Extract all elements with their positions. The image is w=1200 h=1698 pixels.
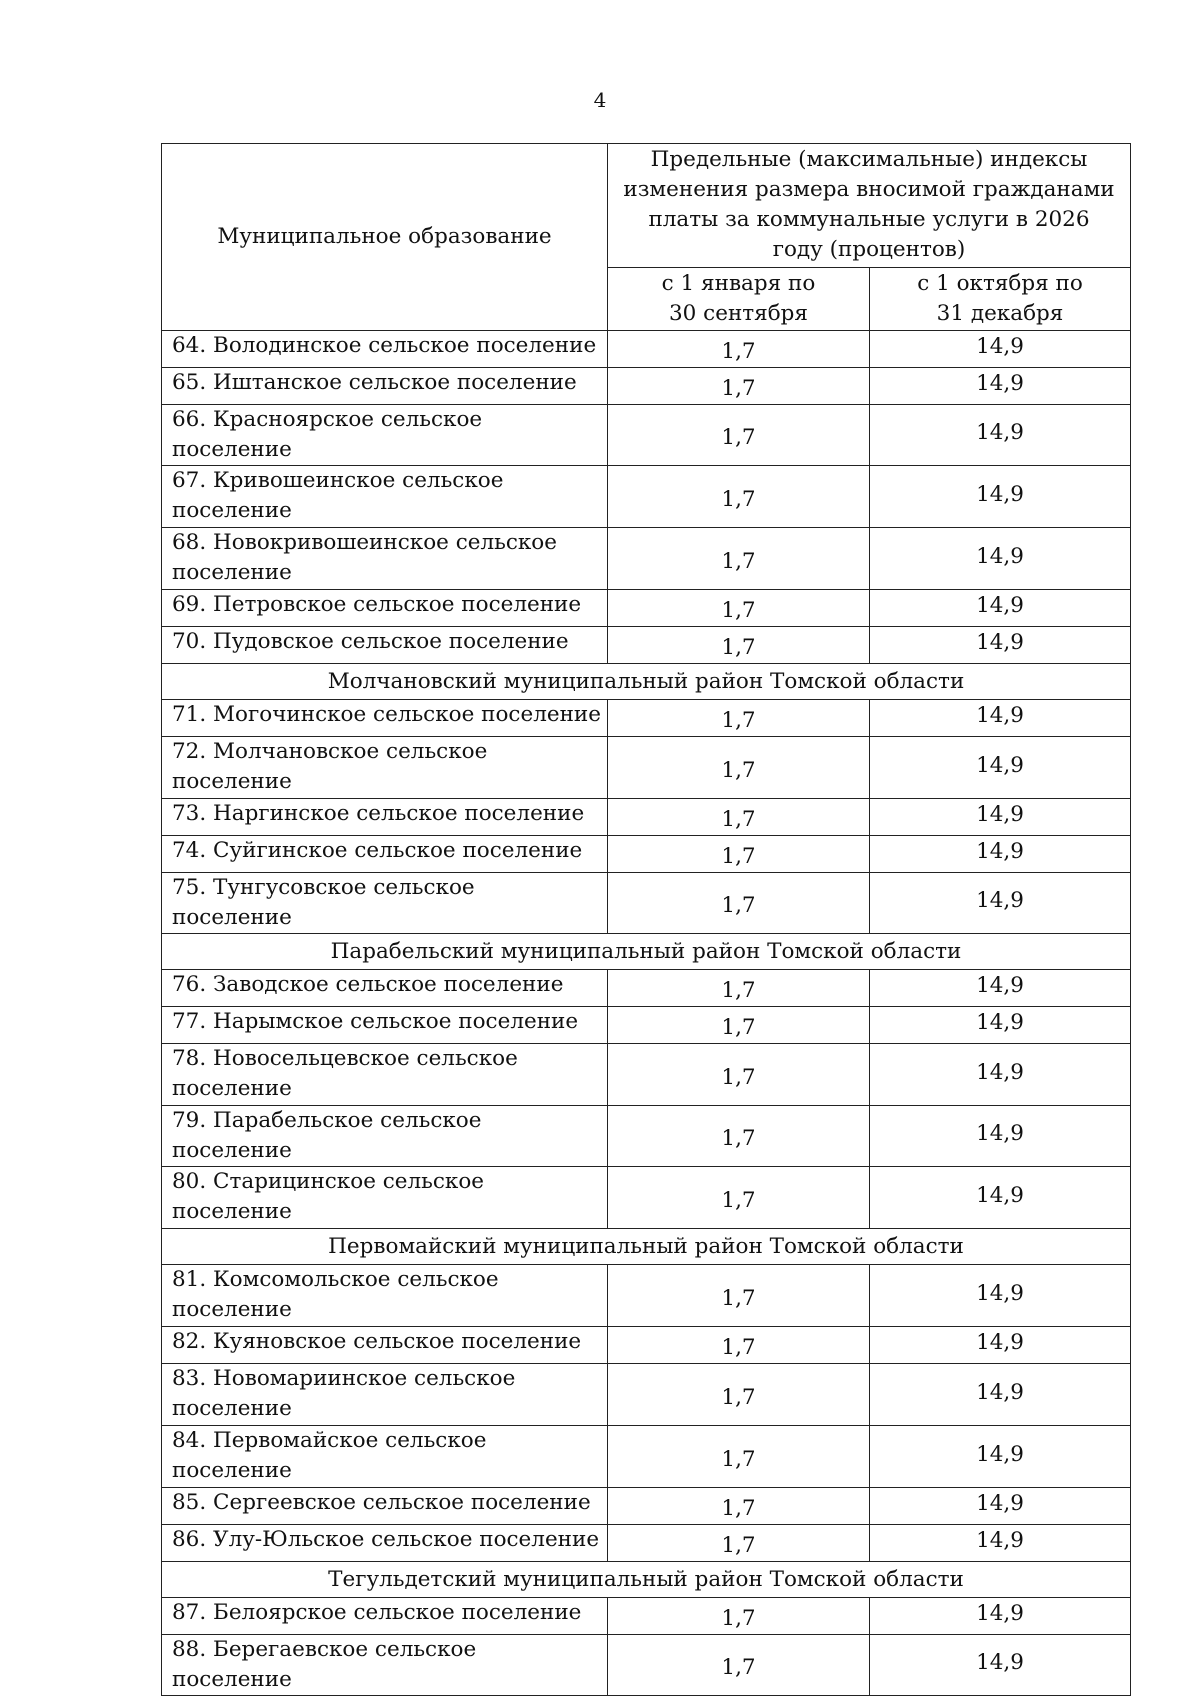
index-oct-dec: 14,9: [870, 1598, 1131, 1635]
table-row: [162, 466, 1131, 528]
settlement-name: 67. Кривошеинское сельское поселение: [162, 466, 608, 528]
table-row: [162, 1598, 1131, 1635]
district-row: [162, 1562, 1131, 1598]
table-row: [162, 1106, 1131, 1167]
district-row: [162, 1229, 1131, 1265]
table-row: [162, 1635, 1131, 1696]
index-jan-sep: 1,7: [608, 1007, 870, 1044]
table-row: [162, 836, 1131, 873]
index-jan-sep: 1,7: [608, 1265, 870, 1327]
index-jan-sep: 1,7: [608, 528, 870, 590]
index-oct-dec: 14,9: [870, 590, 1131, 627]
index-oct-dec: 14,9: [870, 627, 1131, 664]
settlement-name: 71. Могочинское сельское поселение: [162, 700, 608, 737]
district-name: Молчановский муниципальный район Томской области: [162, 664, 1131, 700]
index-oct-dec: 14,9: [870, 1525, 1131, 1562]
table-row: [162, 1426, 1131, 1488]
table-row: [162, 970, 1131, 1007]
table-row: [162, 1327, 1131, 1364]
index-jan-sep: 1,7: [608, 331, 870, 368]
settlement-name: 74. Суйгинское сельское поселение: [162, 836, 608, 873]
page-number: 4: [593, 88, 607, 112]
table-row: [162, 1167, 1131, 1229]
table-row: [162, 1044, 1131, 1106]
index-oct-dec: 14,9: [870, 700, 1131, 737]
index-jan-sep: 1,7: [608, 405, 870, 466]
index-oct-dec: 14,9: [870, 873, 1131, 934]
index-jan-sep: 1,7: [608, 873, 870, 934]
index-jan-sep: 1,7: [608, 1635, 870, 1696]
index-jan-sep: 1,7: [608, 1106, 870, 1167]
index-jan-sep: 1,7: [608, 1525, 870, 1562]
table-row: [162, 331, 1131, 368]
index-oct-dec: 14,9: [870, 970, 1131, 1007]
index-jan-sep: 1,7: [608, 466, 870, 528]
settlement-name: 73. Наргинское сельское поселение: [162, 799, 608, 836]
settlement-name: 65. Иштанское сельское поселение: [162, 368, 608, 405]
index-oct-dec: 14,9: [870, 1426, 1131, 1488]
header-period-1-label: с 1 января по 30 сентября: [661, 270, 816, 326]
settlement-name: 87. Белоярское сельское поселение: [162, 1598, 608, 1635]
index-jan-sep: 1,7: [608, 1598, 870, 1635]
table-row: [162, 1364, 1131, 1426]
settlement-name: 77. Нарымское сельское поселение: [162, 1007, 608, 1044]
settlement-name: 81. Комсомольское сельское поселение: [162, 1265, 608, 1327]
index-oct-dec: 14,9: [870, 1106, 1131, 1167]
district-name: Первомайский муниципальный район Томской области: [162, 1229, 1131, 1265]
settlement-name: 68. Новокривошеинское сельское поселение: [162, 528, 608, 590]
table-header: [162, 144, 1131, 331]
settlement-name: 75. Тунгусовское сельское поселение: [162, 873, 608, 934]
settlement-name: 86. Улу-Юльское сельское поселение: [162, 1525, 608, 1562]
index-jan-sep: 1,7: [608, 836, 870, 873]
table-row: [162, 528, 1131, 590]
index-oct-dec: 14,9: [870, 799, 1131, 836]
index-oct-dec: 14,9: [870, 331, 1131, 368]
table-row: [162, 1525, 1131, 1562]
settlement-name: 66. Красноярское сельское поселение: [162, 405, 608, 466]
header-indices-title: [608, 144, 1131, 268]
table-body: [162, 331, 1131, 1696]
index-jan-sep: 1,7: [608, 1044, 870, 1106]
district-row: [162, 934, 1131, 970]
settlement-name: 69. Петровское сельское поселение: [162, 590, 608, 627]
settlement-name: 88. Берегаевское сельское поселение: [162, 1635, 608, 1696]
header-period-2-label: с 1 октября по 31 декабря: [917, 270, 1083, 326]
table-row: [162, 405, 1131, 466]
district-row: [162, 664, 1131, 700]
index-oct-dec: 14,9: [870, 836, 1131, 873]
district-name: Парабельский муниципальный район Томской области: [162, 934, 1131, 970]
table-row: [162, 700, 1131, 737]
table-row: [162, 873, 1131, 934]
index-jan-sep: 1,7: [608, 799, 870, 836]
settlement-name: 70. Пудовское сельское поселение: [162, 627, 608, 664]
index-jan-sep: 1,7: [608, 627, 870, 664]
index-oct-dec: 14,9: [870, 528, 1131, 590]
settlement-name: 64. Володинское сельское поселение: [162, 331, 608, 368]
index-oct-dec: 14,9: [870, 1265, 1131, 1327]
index-oct-dec: 14,9: [870, 1364, 1131, 1426]
table-row: [162, 799, 1131, 836]
settlement-name: 72. Молчановское сельское поселение: [162, 737, 608, 799]
settlement-name: 78. Новосельцевское сельское поселение: [162, 1044, 608, 1106]
table-row: [162, 1265, 1131, 1327]
index-jan-sep: 1,7: [608, 737, 870, 799]
index-oct-dec: 14,9: [870, 1635, 1131, 1696]
district-name: Тегульдетский муниципальный район Томской области: [162, 1562, 1131, 1598]
index-jan-sep: 1,7: [608, 1167, 870, 1229]
index-oct-dec: 14,9: [870, 368, 1131, 405]
tariff-index-table: [161, 143, 1131, 1696]
index-oct-dec: 14,9: [870, 1167, 1131, 1229]
index-oct-dec: 14,9: [870, 1327, 1131, 1364]
index-jan-sep: 1,7: [608, 590, 870, 627]
index-oct-dec: 14,9: [870, 1488, 1131, 1525]
index-oct-dec: 14,9: [870, 466, 1131, 528]
index-jan-sep: 1,7: [608, 700, 870, 737]
index-oct-dec: 14,9: [870, 1044, 1131, 1106]
table-row: [162, 368, 1131, 405]
settlement-name: 82. Куяновское сельское поселение: [162, 1327, 608, 1364]
settlement-name: 85. Сергеевское сельское поселение: [162, 1488, 608, 1525]
settlement-name: 84. Первомайское сельское поселение: [162, 1426, 608, 1488]
settlement-name: 83. Новомариинское сельское поселение: [162, 1364, 608, 1426]
index-oct-dec: 14,9: [870, 737, 1131, 799]
settlement-name: 76. Заводское сельское поселение: [162, 970, 608, 1007]
header-municipality-label: Муниципальное образование: [217, 224, 552, 249]
index-jan-sep: 1,7: [608, 368, 870, 405]
index-jan-sep: 1,7: [608, 970, 870, 1007]
table-row: [162, 590, 1131, 627]
header-indices-title-label: Предельные (максимальные) индексы изменения размера вносимой гражданами платы за коммунальные услуги в 2026 году (процентов): [623, 147, 1115, 263]
table-row: [162, 1007, 1131, 1044]
index-jan-sep: 1,7: [608, 1364, 870, 1426]
table-row: [162, 1488, 1131, 1525]
index-jan-sep: 1,7: [608, 1488, 870, 1525]
table-row: [162, 627, 1131, 664]
index-jan-sep: 1,7: [608, 1327, 870, 1364]
settlement-name: 79. Парабельское сельское поселение: [162, 1106, 608, 1167]
index-oct-dec: 14,9: [870, 1007, 1131, 1044]
table-row: [162, 737, 1131, 799]
settlement-name: 80. Старицинское сельское поселение: [162, 1167, 608, 1229]
header-period-2: [870, 267, 1131, 330]
index-jan-sep: 1,7: [608, 1426, 870, 1488]
index-oct-dec: 14,9: [870, 405, 1131, 466]
header-period-1: [608, 267, 870, 330]
header-municipality: [162, 144, 608, 331]
